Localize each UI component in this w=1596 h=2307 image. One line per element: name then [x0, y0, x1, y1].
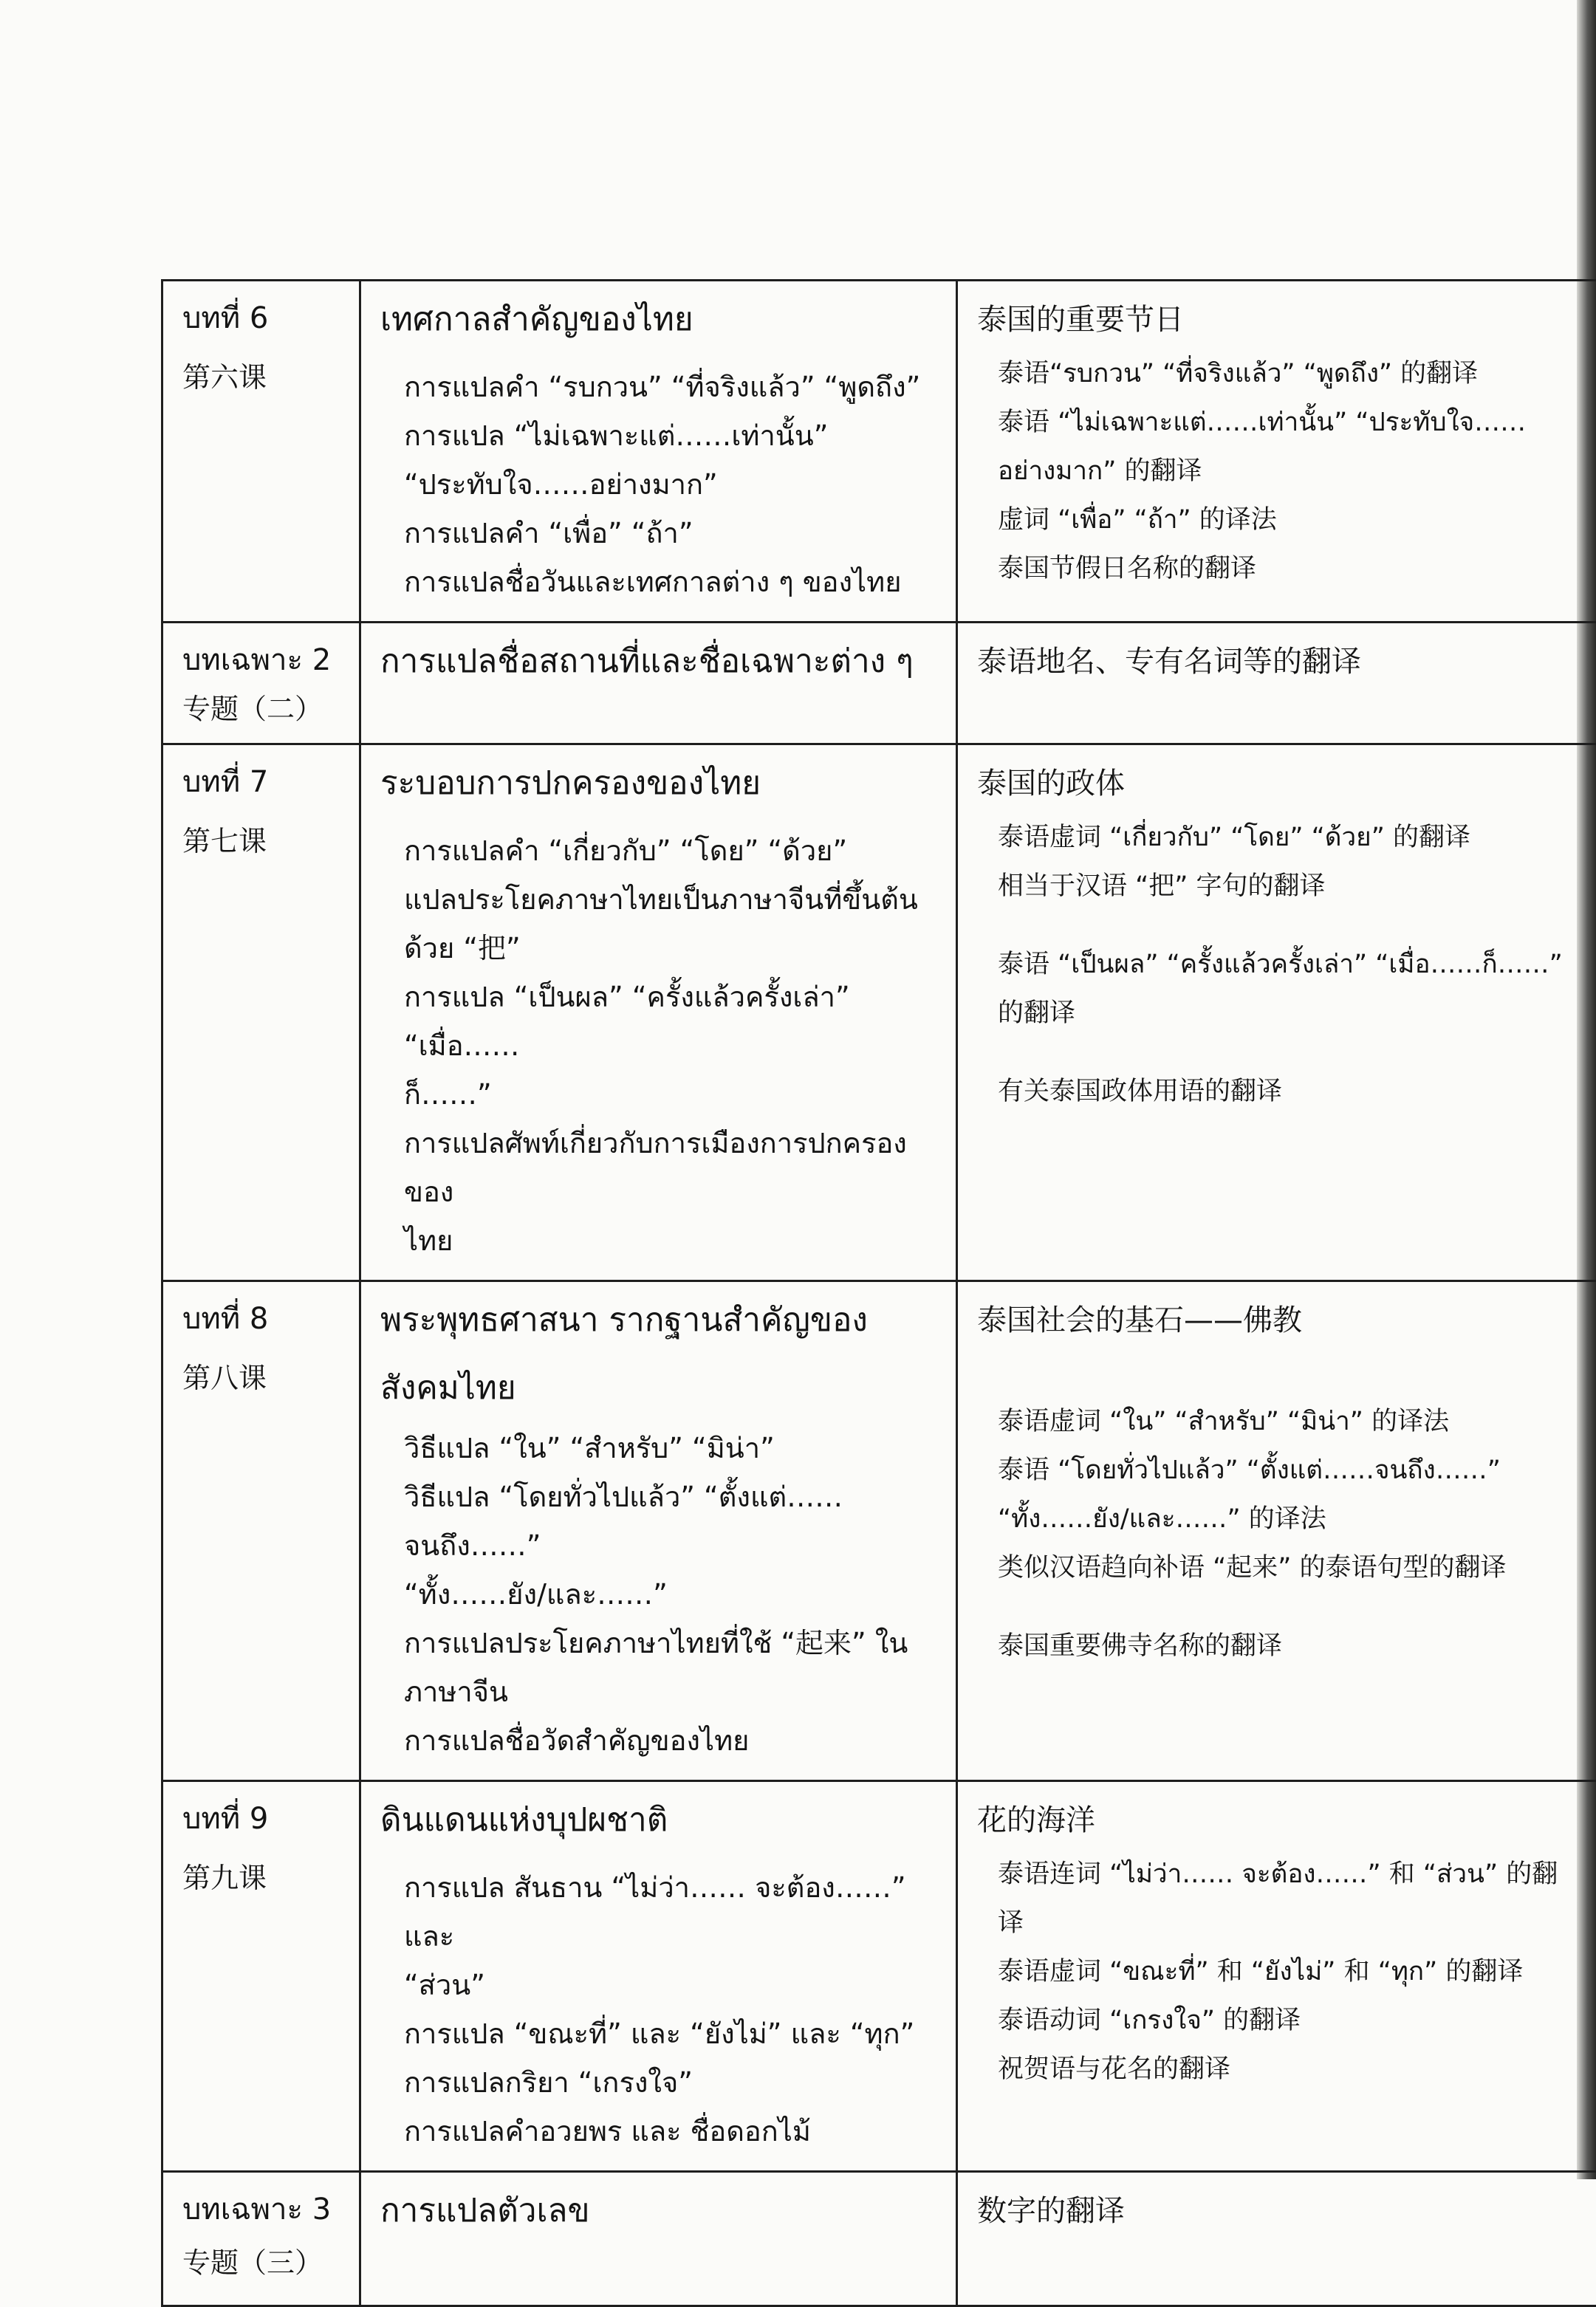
- topic-title-zh: 数字的翻译: [977, 2189, 1589, 2233]
- list-item: การแปลชื่อวัดสำคัญของไทย: [404, 1716, 936, 1765]
- list-item: “ส่วน”: [404, 1961, 936, 2009]
- chinese-topic-cell: [957, 2172, 1596, 2306]
- list-item: วิธีแปล “โดยทั่วไปแล้ว” “ตั้งแต่……จนถึง……”: [404, 1473, 936, 1570]
- chinese-topic-cell: [957, 281, 1596, 623]
- lesson-number-zh: 第九课: [182, 1859, 340, 1897]
- list-item: การแปลคำ “เกี่ยวกับ” “โดย” “ด้วย”: [404, 826, 936, 875]
- toc-row: [162, 623, 1596, 744]
- thai-topic-cell: [360, 1781, 957, 2172]
- topic-title-th: เทศกาลสำคัญของไทย: [380, 284, 936, 355]
- list-item: การแปลประโยคภาษาไทยที่ใช้ “起来” ใน: [404, 1619, 936, 1667]
- toc-row: [162, 1281, 1596, 1781]
- topic-items-th: [404, 363, 936, 606]
- topic-title-th: การแปลชื่อสถานที่และชื่อเฉพาะต่าง ๆ: [380, 626, 936, 697]
- chinese-topic-cell: [957, 623, 1596, 744]
- list-item: การแปลกริยา “เกรงใจ”: [404, 2058, 936, 2107]
- list-item: การแปล “ไม่เฉพาะแต่……เท่านั้น”: [404, 411, 936, 460]
- topic-title-zh: 泰国的政体: [977, 761, 1589, 806]
- list-item: “ประทับใจ……อย่างมาก”: [404, 460, 936, 509]
- toc-row: [162, 744, 1596, 1281]
- topic-title-th-line2: สังคมไทย: [380, 1353, 936, 1424]
- list-item: 泰语连词 “ไม่ว่า…… จะต้อง……” 和 “ส่วน” 的翻: [998, 1850, 1589, 1899]
- list-item: การแปลคำ “รบกวน” “ที่จริงแล้ว” “พูดถึง”: [404, 363, 936, 411]
- list-item: 译: [998, 1899, 1589, 1947]
- topic-items-zh: [998, 813, 1589, 1116]
- list-item: 泰语 “โดยทั่วไปแล้ว” “ตั้งแต่……จนถึง……”: [998, 1446, 1589, 1495]
- list-item: “ทั้ง……ยัง/และ……”: [404, 1570, 936, 1619]
- lesson-number-zh: 第六课: [182, 358, 340, 397]
- list-item: 泰语动词 “เกรงใจ” 的翻译: [998, 1996, 1589, 2045]
- lesson-cell: [162, 2172, 360, 2306]
- chinese-topic-cell: [957, 1781, 1596, 2172]
- lesson-number-th: บทที่ 8: [182, 1298, 340, 1340]
- list-item: ไทย: [404, 1216, 936, 1265]
- lesson-number-zh: 第八课: [182, 1359, 340, 1397]
- list-item: ก็……”: [404, 1070, 936, 1119]
- thai-topic-cell: [360, 623, 957, 744]
- lesson-cell: [162, 1781, 360, 2172]
- list-item: 虚词 “เพื่อ” “ถ้า” 的译法: [998, 496, 1589, 544]
- list-item: 有关泰国政体用语的翻译: [998, 1067, 1589, 1116]
- list-item: การแปล สันธาน “ไม่ว่า…… จะต้อง……” และ: [404, 1863, 936, 1961]
- topic-title-zh: 泰国社会的基石——佛教: [977, 1298, 1589, 1343]
- list-item: ภาษาจีน: [404, 1667, 936, 1716]
- toc-row: [162, 2172, 1596, 2306]
- list-item: 泰语 “เป็นผล” “ครั้งแล้วครั้งเล่า” “เมื่อ……ก็……”: [998, 940, 1589, 989]
- list-item: การแปล “ขณะที่” และ “ยังไม่” และ “ทุก”: [404, 2009, 936, 2058]
- toc-table: [161, 279, 1596, 2307]
- topic-items-zh: [998, 1397, 1589, 1670]
- topic-items-th: [404, 826, 936, 1265]
- lesson-cell: [162, 281, 360, 623]
- lesson-cell: [162, 1281, 360, 1781]
- list-item: 泰国重要佛寺名称的翻译: [998, 1622, 1589, 1670]
- list-item: “ทั้ง……ยัง/และ……” 的译法: [998, 1495, 1589, 1543]
- list-item: วิธีแปล “ใน” “สำหรับ” “มิน่า”: [404, 1424, 936, 1473]
- list-item: การแปลคำอวยพร และ ชื่อดอกไม้: [404, 2107, 936, 2156]
- list-item: การแปลศัพท์เกี่ยวกับการเมืองการปกครองของ: [404, 1119, 936, 1216]
- topic-items-zh: [998, 349, 1589, 593]
- list-item: 泰国节假日名称的翻译: [998, 544, 1589, 593]
- list-item: 泰语虚词 “เกี่ยวกับ” “โดย” “ด้วย” 的翻译: [998, 813, 1589, 862]
- toc-row: [162, 281, 1596, 623]
- list-item: อย่างมาก” 的翻译: [998, 447, 1589, 496]
- list-item: 泰语虚词 “ขณะที่” 和 “ยังไม่” 和 “ทุก” 的翻译: [998, 1947, 1589, 1996]
- lesson-cell: [162, 623, 360, 744]
- list-item: การแปลคำ “เพื่อ” “ถ้า”: [404, 509, 936, 558]
- chinese-topic-cell: [957, 1281, 1596, 1781]
- chinese-topic-cell: [957, 744, 1596, 1281]
- lesson-number-th: บทที่ 7: [182, 761, 340, 803]
- list-item: การแปลชื่อวันและเทศกาลต่าง ๆ ของไทย: [404, 558, 936, 606]
- lesson-number-zh: 专题（二）: [182, 690, 340, 728]
- thai-topic-cell: [360, 1281, 957, 1781]
- list-item: 祝贺语与花名的翻译: [998, 2045, 1589, 2094]
- topic-items-zh: [998, 1850, 1589, 2094]
- topic-title-th: ดินแดนแห่งบุปผชาติ: [380, 1785, 936, 1856]
- thai-topic-cell: [360, 2172, 957, 2306]
- lesson-number-th: บทเฉพาะ 2: [182, 640, 340, 681]
- lesson-cell: [162, 744, 360, 1281]
- list-item: 相当于汉语 “把” 字句的翻译: [998, 862, 1589, 911]
- list-item: ด้วย “把”: [404, 924, 936, 973]
- topic-title-zh: 泰语地名、专有名词等的翻译: [977, 640, 1589, 684]
- lesson-number-th: บทที่ 9: [182, 1798, 340, 1840]
- lesson-number-th: บทที่ 6: [182, 298, 340, 339]
- topic-items-th: [404, 1424, 936, 1765]
- lesson-number-zh: 第七课: [182, 822, 340, 860]
- list-item: 泰语虚词 “ใน” “สำหรับ” “มิน่า” 的译法: [998, 1397, 1589, 1446]
- list-item: 的翻译: [998, 989, 1589, 1038]
- topic-title-th: การแปลตัวเลข: [380, 2176, 936, 2246]
- thai-topic-cell: [360, 281, 957, 623]
- topic-title-zh: 花的海洋: [977, 1798, 1589, 1842]
- thai-topic-cell: [360, 744, 957, 1281]
- topic-title-th: พระพุทธศาสนา รากฐานสำคัญของ: [380, 1285, 936, 1356]
- topic-title-th: ระบอบการปกครองของไทย: [380, 748, 936, 819]
- lesson-number-th: บทเฉพาะ 3: [182, 2189, 340, 2230]
- list-item: 泰语 “ไม่เฉพาะแต่……เท่านั้น” “ประทับใจ……: [998, 398, 1589, 447]
- toc-row: [162, 1781, 1596, 2172]
- list-item: แปลประโยคภาษาไทยเป็นภาษาจีนที่ขึ้นต้น: [404, 875, 936, 924]
- list-item: 泰语“รบกวน” “ที่จริงแล้ว” “พูดถึง” 的翻译: [998, 349, 1589, 398]
- list-item: 类似汉语趋向补语 “起来” 的泰语句型的翻译: [998, 1543, 1589, 1592]
- list-item: การแปล “เป็นผล” “ครั้งแล้วครั้งเล่า” “เมื่อ……: [404, 973, 936, 1070]
- lesson-number-zh: 专题（三）: [182, 2243, 340, 2282]
- topic-title-zh: 泰国的重要节日: [977, 298, 1589, 342]
- topic-items-th: [404, 1863, 936, 2156]
